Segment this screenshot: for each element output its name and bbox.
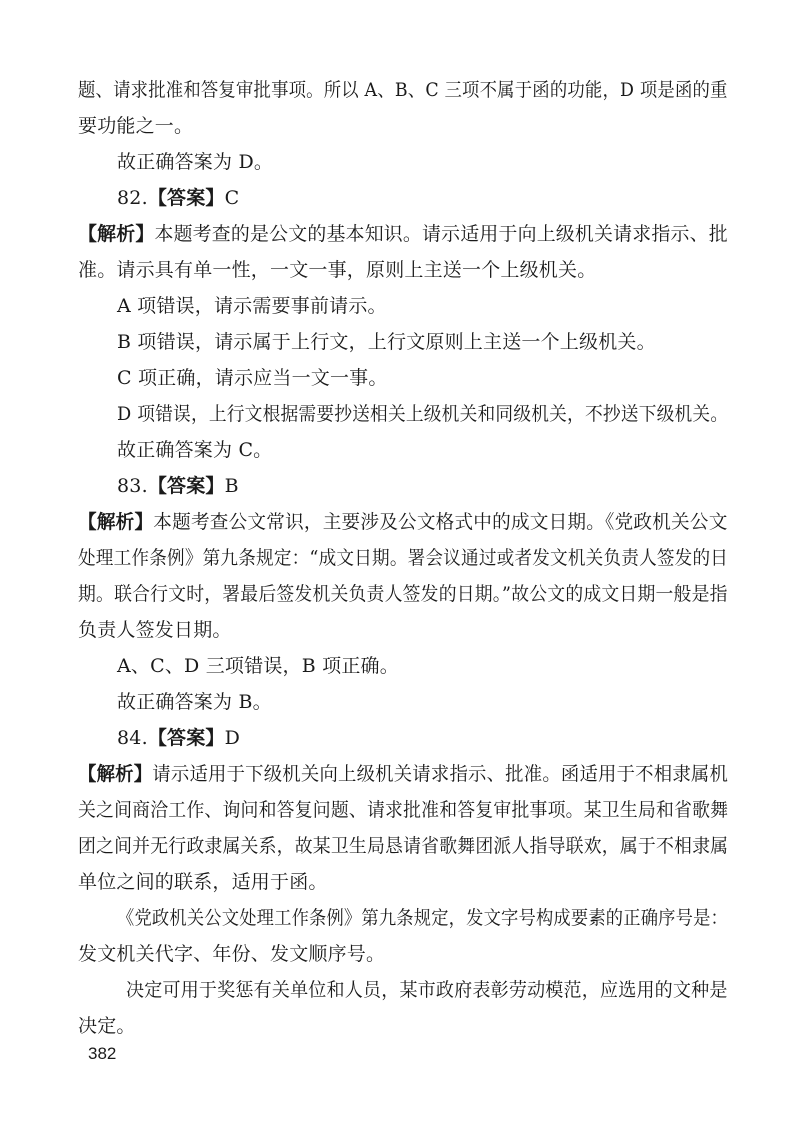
q84-answer: D <box>224 727 241 749</box>
q82-answer-tag: 【答案】 <box>147 187 225 209</box>
q82-analysis-text: 本题考查的是公文的基本知识。请示适用于向上级机关请求指示、批 <box>154 223 728 245</box>
text-line: 负责人签发日期。 <box>78 619 232 641</box>
text-line: 团之间并无行政隶属关系，故某卫生局恳请省歌舞团派人指导联欢，属于不相隶属 <box>78 835 729 857</box>
q82-option-d: D 项错误，上行文根据需要抄送相关上级机关和同级机关，不抄送下级机关。 <box>117 403 729 425</box>
q84-answer-line <box>117 726 240 750</box>
q83-analysis-tag: 【解析】 <box>78 511 154 533</box>
q82-analysis-tag: 【解析】 <box>78 223 155 245</box>
q83-analysis-line <box>78 510 728 534</box>
text-line: 《党政机关公文处理工作条例》第九条规定，发文字号构成要素的正确序号是： <box>117 907 728 929</box>
q82-option-a: A 项错误，请示需要事前请示。 <box>117 295 387 317</box>
q82-answer-line <box>117 186 239 210</box>
text-line: 期。联合行文时，署最后签发机关负责人签发的日期。”故公文的成文日期一般是指 <box>78 583 728 605</box>
q82-number: 82. <box>117 187 148 209</box>
q83-answer: B <box>224 475 239 497</box>
q82-conclusion: 故正确答案为 C。 <box>117 439 273 461</box>
q83-answer-line <box>117 474 239 498</box>
q83-conclusion: 故正确答案为 B。 <box>117 691 272 713</box>
text-line: 决定。 <box>78 1015 136 1037</box>
q83-options-summary: A、C、D 三项错误，B 项正确。 <box>117 655 399 677</box>
q82-analysis-line <box>78 222 728 246</box>
text-line: 决定可用于奖惩有关单位和人员，某市政府表彰劳动模范，应选用的文种是 <box>126 979 728 1001</box>
q83-number: 83. <box>117 475 148 497</box>
text-line: 发文机关代字、年份、发文顺序号。 <box>78 943 386 965</box>
text-line: 单位之间的联系，适用于函。 <box>78 871 328 893</box>
q82-option-b: B 项错误，请示属于上行文，上行文原则上主送一个上级机关。 <box>117 331 656 353</box>
page-number: 382 <box>88 1044 117 1063</box>
q84-analysis-text: 请示适用于下级机关向上级机关请求指示、批准。函适用于不相隶属机 <box>152 763 729 785</box>
q84-analysis-line <box>78 762 728 786</box>
text-line: 准。请示具有单一性，一文一事，原则上主送一个上级机关。 <box>78 259 597 281</box>
q84-answer-tag: 【答案】 <box>147 727 225 749</box>
q84-number: 84. <box>117 727 148 749</box>
q82-option-c: C 项正确，请示应当一文一事。 <box>117 367 388 389</box>
q83-analysis-text: 本题考查公文常识，主要涉及公文格式中的成文日期。《党政机关公文 <box>153 511 728 533</box>
text-line: 处理工作条例》第九条规定：“成文日期。署会议通过或者发文机关负责人签发的日 <box>78 547 729 569</box>
text-line: 要功能之一。 <box>78 115 194 137</box>
q84-analysis-tag: 【解析】 <box>78 763 153 785</box>
text-line: 关之间商洽工作、询问和答复问题、请求批准和答复审批事项。某卫生局和省歌舞 <box>78 799 729 821</box>
q82-answer: C <box>224 187 240 209</box>
conclusion-81: 故正确答案为 D。 <box>117 151 274 173</box>
text-line: 题、请求批准和答复审批事项。所以 A、B、C 三项不属于函的功能，D 项是函的重 <box>78 79 728 101</box>
q83-answer-tag: 【答案】 <box>147 475 225 497</box>
